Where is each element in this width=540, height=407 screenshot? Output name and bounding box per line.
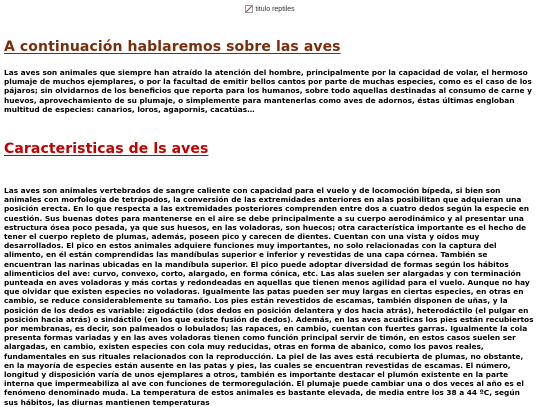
title-banner-image: [4, 0, 536, 15]
broken-image-icon: [245, 5, 253, 13]
banner-alt-text: titulo reptiles: [255, 5, 295, 13]
section-title-about-birds: A continuación hablaremos sobre las aves: [4, 39, 341, 55]
intro-paragraph: Las aves son animales que siempre han atraído la atención del hombre, principalmente por la capacidad de volar, el hermoso plumaje de muchos ejemplares, o por la facultad de emitir bellos cantos por parte de muchas especies, como es el caso de los pájaros; sin olvidarnos de los beneficios que reporta para los humanos, sobre todo aquellas destinadas al consumo de carne y huevos, aprovechamiento de su plumaje, o simplemente para mantenerlas como aves de adornos, éstas últimas engloban multitud de especies: canarios, loros, agapornis, cacatúas…: [4, 68, 532, 114]
characteristics-paragraph: Las aves son animales vertebrados de sangre caliente con capacidad para el vuelo y de locomoción bípeda, si bien son animales con morfología de tetrápodos, la conversión de las extremidades anteriores en alas posibilitan que adquieran una posición erecta. En lo que respecta a las extremidades posteriores comprenden entre dos a cuatro dedos según la especie en cuestión. Sus buenas dotes para mantenerse en el aire se debe principalmente a su cuerpo aerodinámico y al presentar una estructura ósea poco pesada, ya que sus huesos, en las voladoras, son huecos; otra característica importante es el hecho de tener el cuerpo repleto de plumas, además, poseen pico y carecen de dientes. Cuentan con una vista y oídos muy desarrollados. El pico en estos animales adquiere funciones muy importantes, no solo relacionadas con la captura del alimento, en él están comprendidas las mandíbulas superior e inferior y revestidas de una capa córnea. También se encuentran las narinas ubicadas en la mandíbula superior. El pico puede adoptar diversidad de formas según los hábitos alimenticios del ave: curvo, convexo, corto, alargado, en forma cónica, etc. Las alas suelen ser alargadas y con terminación punteada en aves voladoras y más cortas y redondeadas en aquellas que tienen menos agilidad para el vuelo. Aunque no hay que olvidar que existen especies no voladoras. Igualmente las patas pueden ser muy largas en ciertas especies, en otras en cambio, se reduce considerablemente su tamaño. Los pies están revestidos de escamas, también disponen de uñas, y la posición de los dedos es variable: zigodáctilo (dos dedos en posición delantera y dos hacia atrás), heterodáctilo (el pulgar en posición hacia atrás) o sindáctilo (en los que existe fusión de dedos). Además, en las aves acuáticas los pies están recubiertos por membranas, es decir, son palmeados o lobulados; las rapaces, en cambio, cuentan con fuertes garras. Igualmente la cola presenta formas variadas y en las aves voladoras tienen como función principal servir de timón, en estos casos suelen ser alargadas, en cambio, existen especies con cola muy reducidas, otras en forma de abanico, como los pavos reales, fundamentales en sus rituales relacionados con la reproducción. La piel de las aves está recubierta de plumas, no obstante, en la mayoría de especies están ausente en las patas y pies, las cuales se encuentran revestidas de escamas. El número, longitud y disposición varía de unos ejemplares a otros, también es importante destacar el plumón existente en la parte interna que impermeabiliza al ave con funciones de termoregulación. El plumaje puede cambiar una o dos veces al año es el fenómeno denominado muda. La temperatura de estos animales es bastante elevada, de media entre los 38 a 44 ºC, según sus hábitos, las diurnas mantienen temperaturas: [4, 186, 534, 407]
section-title-characteristics: Caracteristicas de ls aves: [4, 141, 209, 158]
